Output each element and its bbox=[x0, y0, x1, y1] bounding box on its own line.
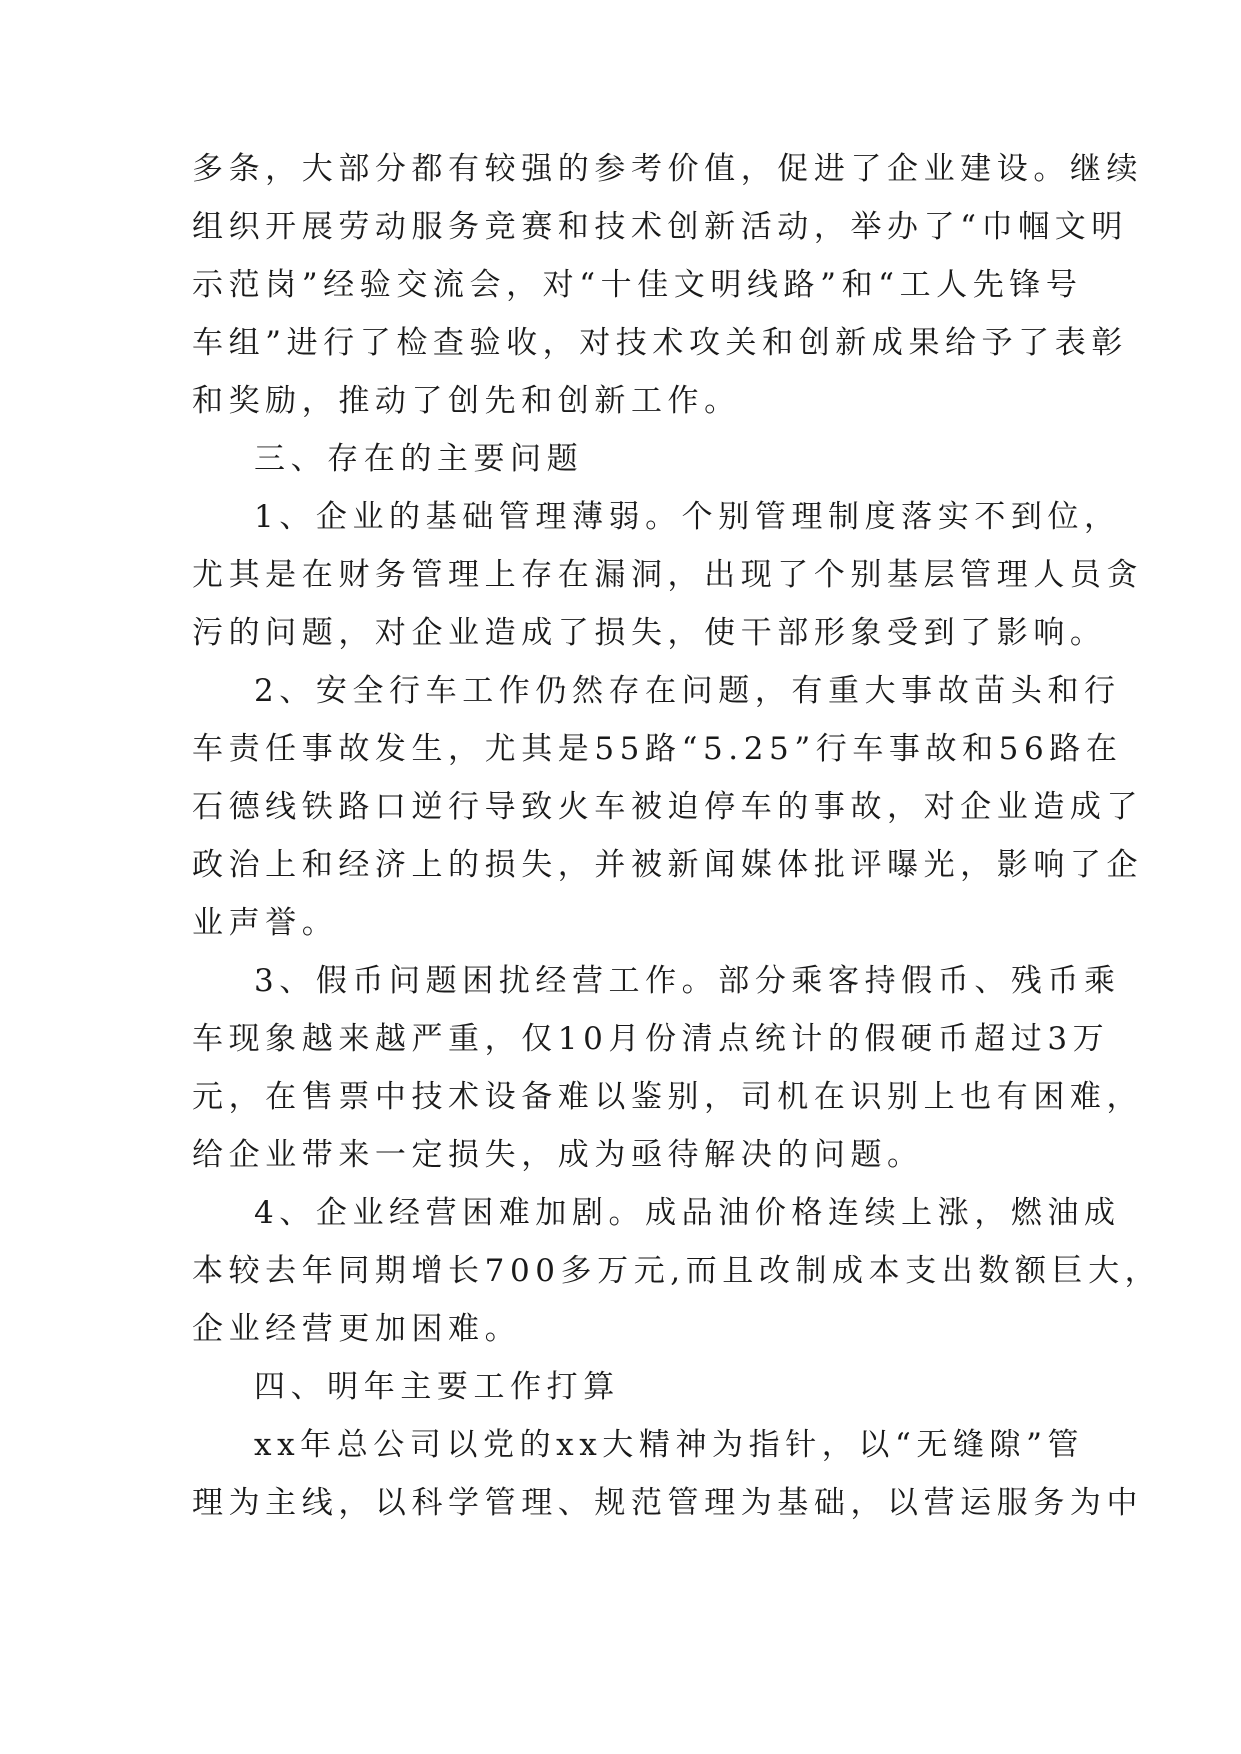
text-line: 石德线铁路口逆行导致火车被迫停车的事故，对企业造成了 bbox=[192, 789, 1144, 825]
text-line: 多条，大部分都有较强的参考价值，促进了企业建设。继续 bbox=[192, 151, 1144, 187]
text-line: 元，在售票中技术设备难以鉴别，司机在识别上也有困难， bbox=[192, 1079, 1144, 1115]
text-line: 政治上和经济上的损失，并被新闻媒体批评曝光，影响了企 bbox=[192, 847, 1144, 883]
section-heading: 三、存在的主要问题 bbox=[254, 441, 584, 477]
text-line: 车责任事故发生，尤其是55路“5.25”行车事故和56路在 bbox=[192, 731, 1123, 767]
text-line: xx年总公司以党的xx大精神为指针，以“无缝隙”管 bbox=[254, 1427, 1085, 1463]
text-line: 2、安全行车工作仍然存在问题，有重大事故苗头和行 bbox=[254, 673, 1121, 709]
text-line: 车组”进行了检查验收，对技术攻关和创新成果给予了表彰 bbox=[192, 325, 1128, 361]
text-line: 示范岗”经验交流会，对“十佳文明线路”和“工人先锋号 bbox=[192, 267, 1083, 303]
text-line: 理为主线，以科学管理、规范管理为基础，以营运服务为中 bbox=[192, 1485, 1144, 1521]
section-heading: 四、明年主要工作打算 bbox=[254, 1369, 620, 1405]
text-line: 3、假币问题困扰经营工作。部分乘客持假币、残币乘 bbox=[254, 963, 1121, 999]
text-line: 尤其是在财务管理上存在漏洞，出现了个别基层管理人员贪 bbox=[192, 557, 1144, 593]
text-line: 业声誉。 bbox=[192, 905, 339, 941]
text-line: 给企业带来一定损失，成为亟待解决的问题。 bbox=[192, 1137, 924, 1173]
text-line: 车现象越来越严重，仅10月份清点统计的假硬币超过3万 bbox=[192, 1021, 1110, 1057]
text-line: 本较去年同期增长700多万元,而且改制成本支出数额巨大， bbox=[192, 1253, 1162, 1289]
text-line: 1、企业的基础管理薄弱。个别管理制度落实不到位， bbox=[254, 499, 1121, 535]
text-line: 组织开展劳动服务竞赛和技术创新活动，举办了“巾帼文明 bbox=[192, 209, 1128, 245]
text-line: 企业经营更加困难。 bbox=[192, 1311, 522, 1347]
text-line: 污的问题，对企业造成了损失，使干部形象受到了影响。 bbox=[192, 615, 1107, 651]
text-line: 4、企业经营困难加剧。成品油价格连续上涨，燃油成 bbox=[254, 1195, 1121, 1231]
text-line: 和奖励，推动了创先和创新工作。 bbox=[192, 383, 741, 419]
